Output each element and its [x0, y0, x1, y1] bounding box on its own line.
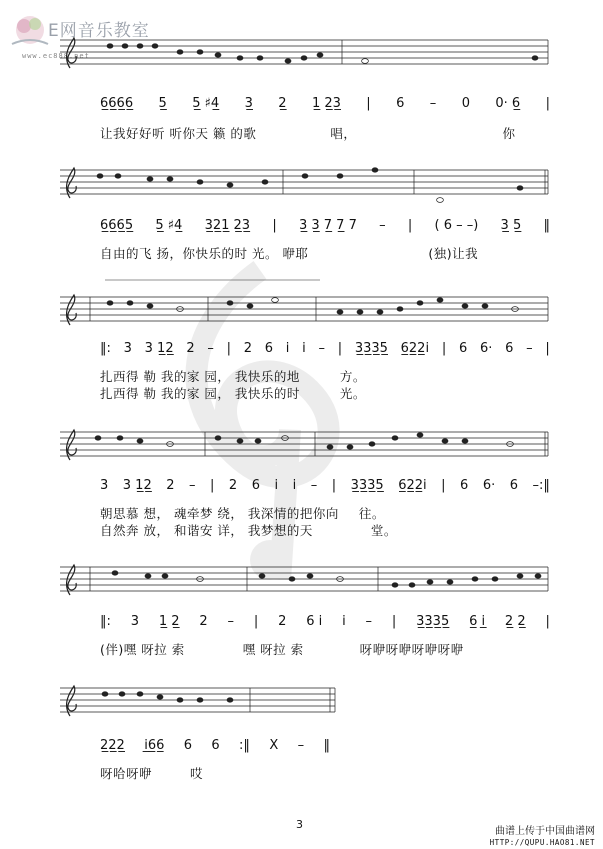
jianpu-row-5: ‖: 3 1̲ 2̲ 2 – | 2 6 i i – | 3̲3̲3̲5̲ 6̲ i̲ 2̲ 2̲ | [100, 614, 550, 629]
lyric-row-5: (伴)嘿 呀拉 索 嘿 呀拉 索 呀咿呀咿呀咿呀咿 [100, 642, 464, 657]
lyric-row-2: 自由的飞 扬，你快乐的时 光。 咿耶 (独)让我 [100, 246, 479, 261]
staff-system-6 [60, 688, 335, 712]
page-number: 3 [296, 818, 303, 831]
lyric-row-4b: 自然奔 放， 和谐安 详， 我梦想的天 堂。 [100, 523, 397, 538]
jianpu-row-6: 2̲2̲2̲ i̲6̲6̲ 6 6 :‖ X – ‖ [100, 738, 330, 753]
jianpu-row-3: ‖: 3 3 1̲2̲ 2 – | 2 6 i i – | 3̲3̲3̲5̲ 6̲2̲2̲i | 6 6· 6 – | [100, 341, 550, 356]
staff-system-4 [60, 432, 548, 456]
lyric-row-3b: 扎西得 勒 我的家 园， 我快乐的时 光。 [100, 386, 366, 401]
lyric-row-1: 让我好好听 听你天 籁 的歌 唱， 你 [100, 126, 516, 141]
footer-credit [490, 826, 595, 848]
jianpu-row-1: 6̲6̲6̲6̲ 5̲ 5̲ ♯4̲ 3̲ 2̲ 1̲ 2̲3̲ | 6 – 0 0· 6̲ | [100, 96, 550, 111]
treble-clef-icon [67, 38, 77, 68]
treble-clef-icon [67, 168, 77, 198]
lyric-row-3a: 扎西得 勒 我的家 园， 我快乐的地 方。 [100, 369, 366, 384]
footer-line-1: 曲谱上传于中国曲谱网 [495, 826, 595, 837]
lyric-row-4a: 朝思慕 想， 魂牵梦 绕， 我深情的把你向 往。 [100, 506, 385, 521]
footer-line-2: HTTP://QUPU.HAO81.NET [489, 838, 595, 847]
lyric-row-6: 呀哈呀咿 哎 [100, 766, 204, 781]
staff-system-1 [60, 40, 548, 64]
jianpu-row-2: 6̲6̲6̲5̲ 5̲ ♯4̲ 3̲2̲1̲ 2̲3̲ | 3̲ 3̲ 7̲ 7̲ 7 – | ( 6 – –) 3̲ 5̲ ‖ [100, 218, 550, 233]
treble-clef-icon [67, 686, 77, 716]
treble-clef-icon [67, 430, 77, 460]
site-name: E网音乐教室 [48, 21, 150, 41]
staff-system-2 [60, 168, 548, 203]
jianpu-row-4: 3 3 1̲2̲ 2 – | 2 6 i i – | 3̲3̲3̲5̲ 6̲2̲2̲i | 6 6· 6 –:‖ [100, 478, 550, 493]
treble-clef-icon [67, 565, 77, 595]
treble-clef-icon [67, 295, 77, 325]
staff-system-5 [60, 567, 548, 591]
staff-system-3 [60, 280, 548, 321]
site-url: www.ec888.net [22, 52, 90, 60]
